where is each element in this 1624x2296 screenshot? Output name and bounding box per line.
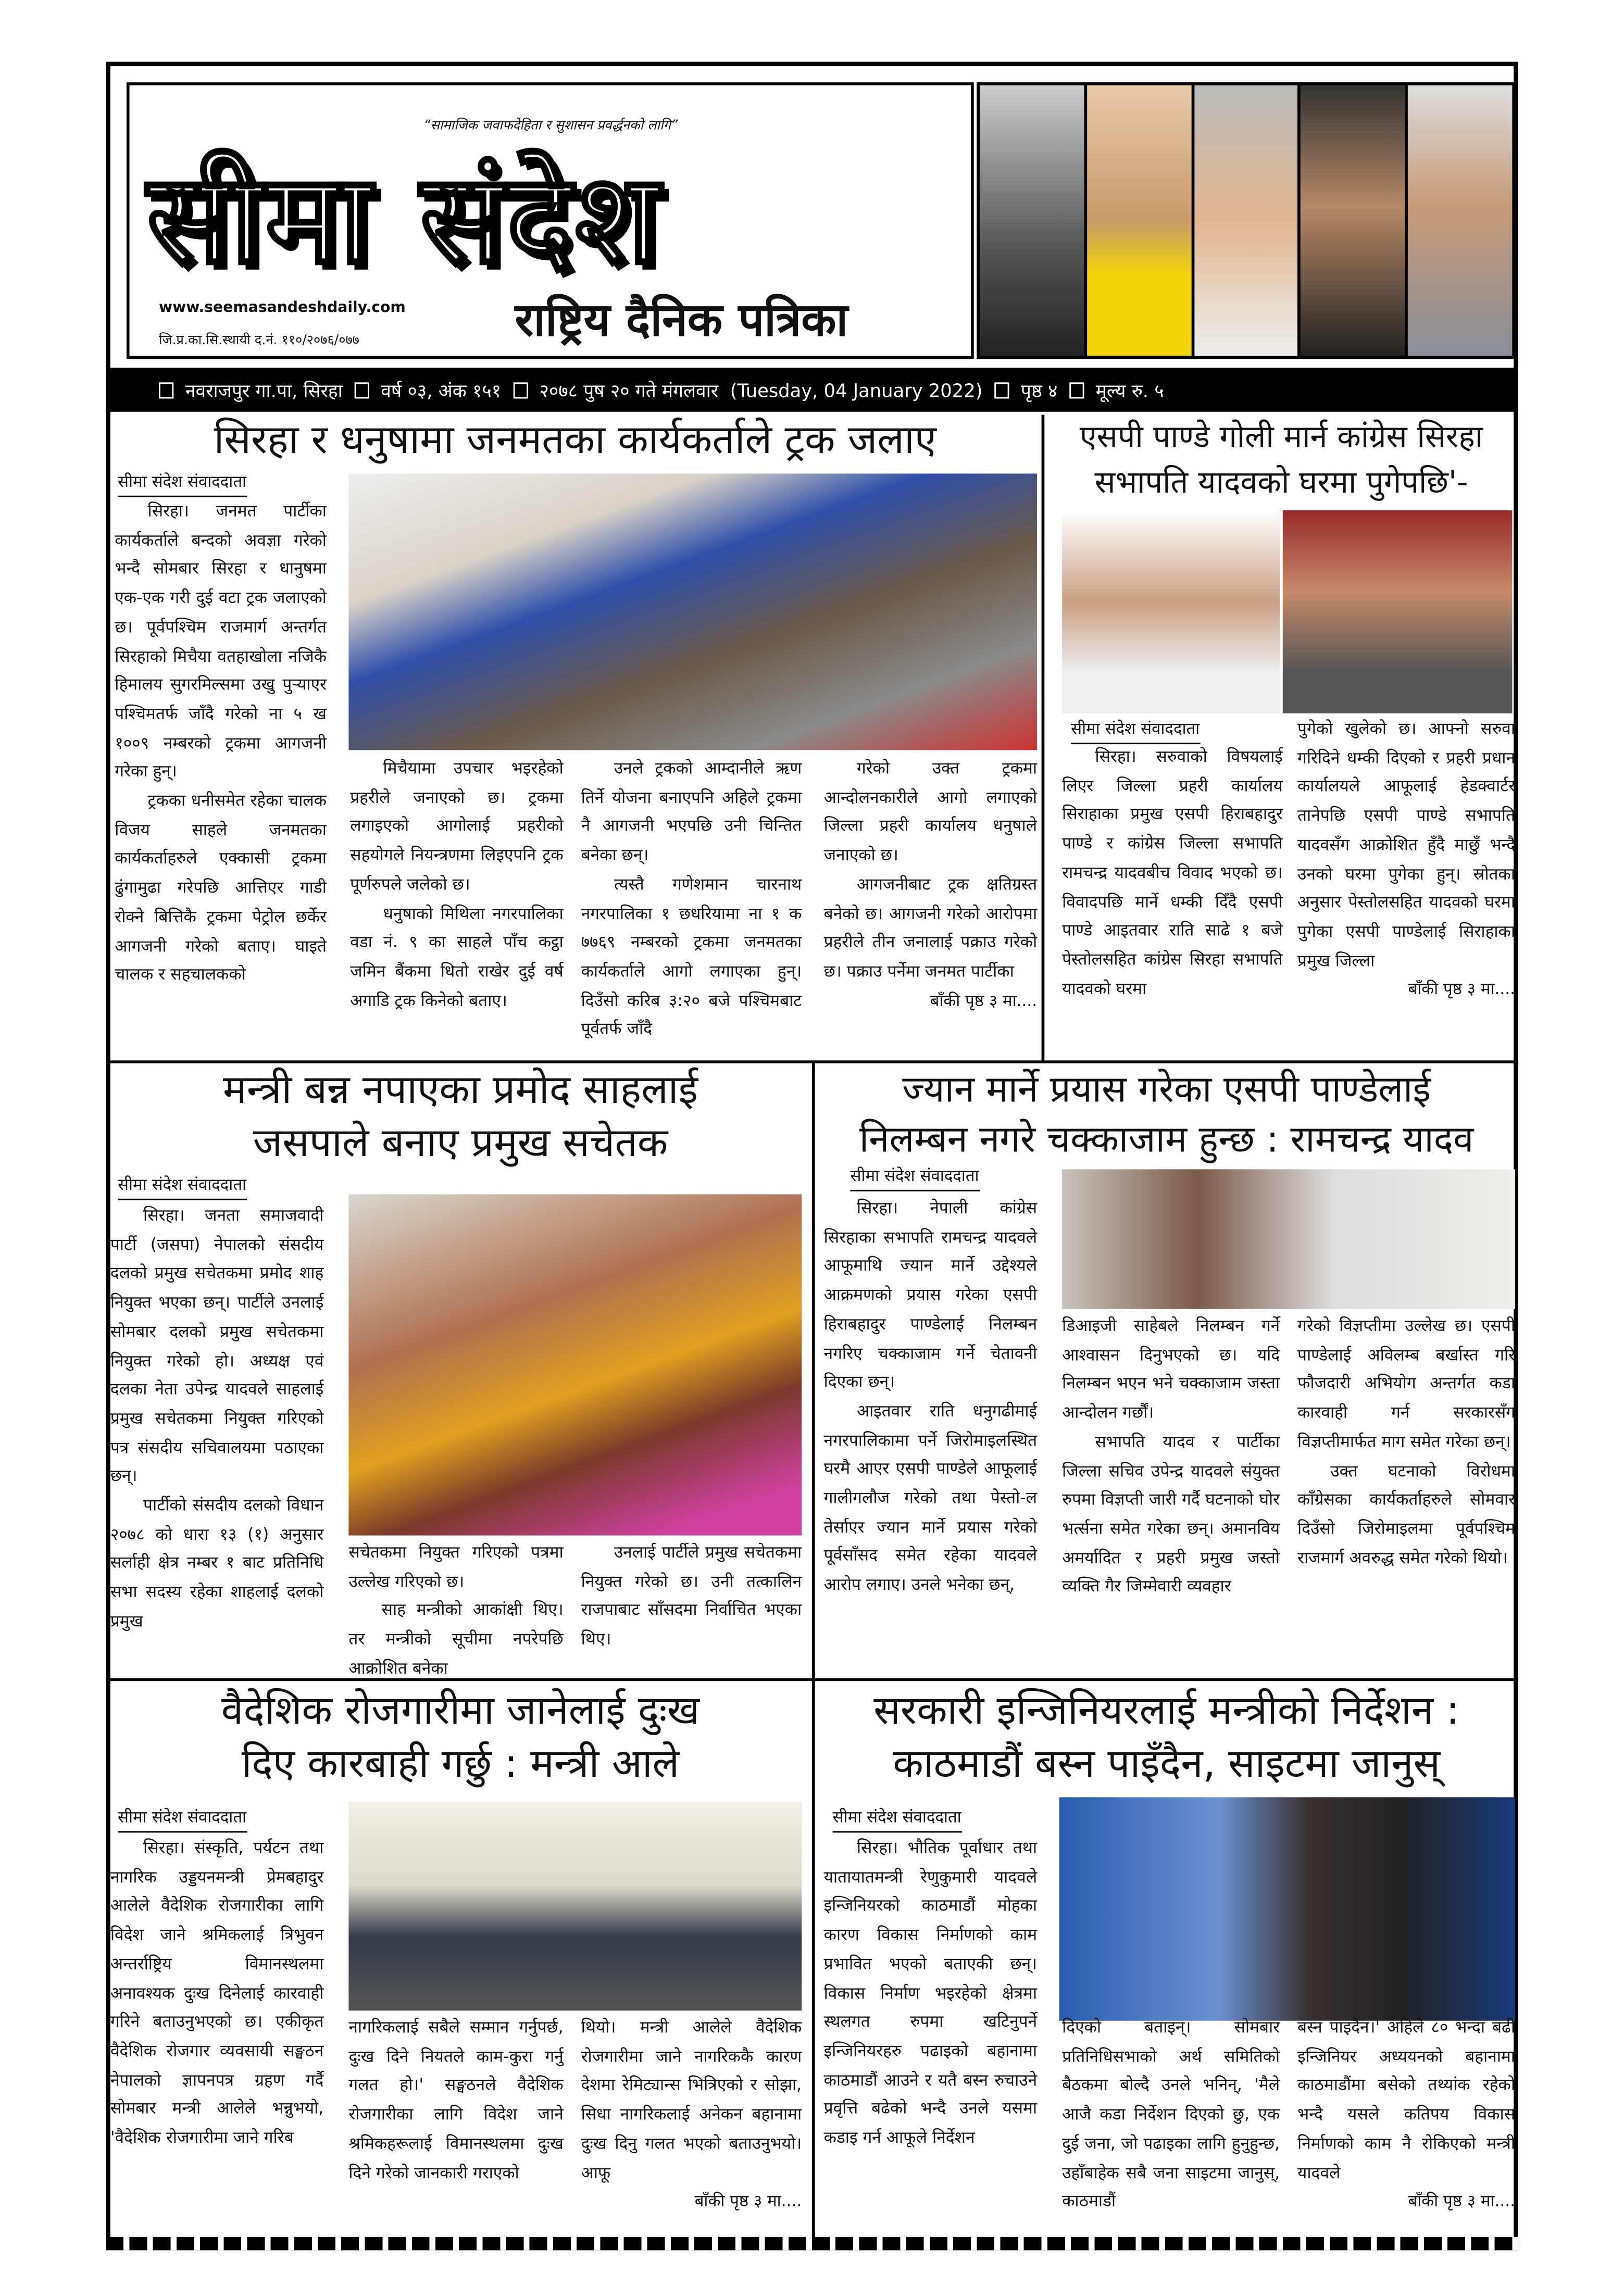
tagline: “सामाजिक जवाफदेहिता र सुशासन प्रवर्द्धनको लागि” [423, 119, 678, 134]
location: नवराजपुर गा.पा, सिरहा [185, 379, 343, 401]
article-column: सिरहा। भौतिक पूर्वाधार तथा यातायातमन्त्री रेणुकुमारी यादवले इन्जिनियरको काठमाडौं मोहका कारण विकास निर्माणको काम प्रभावित भएको बताएकी छन्। विकास निर्माण भइरहेको क्षेत्रमा स्थलगत रुपमा खटिनुपर्ने इन्जिनियरहरु पढाइको बहानामा काठमाडौं आउने र यतै बस्न रुचाउने प्रवृत्ति बढेको भन्दै उनले यसमा कडाइ गर्न आफूले निर्देशन [823, 1838, 1038, 2148]
article-column: डिआइजी साहेबले निलम्बन गर्ने आश्वासन दिनुभएको छ। यदि निलम्बन भएन भने चक्काजाम जस्ता आन्दोलन गर्छौं। सभापति यादव र पार्टीका जिल्ला सचिव उपेन्द्र यादवले संयुक्त रुपमा विज्ञप्ती जारी गर्दै घटनाको घोर भर्त्सना समेत गरेका छन्। अमानविय अमर्यादित र प्रहरी प्रमुख जस्तो व्यक्ति गैर जिम्मेवारी व्यवहार [1062, 1316, 1280, 1597]
celebrity-photo [1408, 85, 1512, 356]
article-column: थियो। मन्त्री आलेले वैदेशिक रोजगारीमा जाने नागरिककै कारण देशमा रेमिट्यान्स भित्रिएको र सोझा, सिधा नागरिकलाई अनेकन बहानामा दुःख दिनु गलत भएको बताउनुभयो। आफू बाँकी पृष्ठ ३ मा.... [581, 2013, 802, 2216]
police-officer-photo [1283, 510, 1513, 713]
price: मूल्य रु. ५ [1095, 379, 1164, 401]
newspaper-subtitle: राष्ट्रिय दैनिक पत्रिका [515, 294, 848, 347]
celebrity-photo [980, 85, 1084, 356]
story-headline[interactable]: सरकारी इन्जिनियरलाई मन्त्रीको निर्देशन : काठमाडौं बस्न पाइँदैन, साइटमा जानुस् [873, 1688, 1460, 1787]
byline: सीमा संदेश संवाददाता [833, 1806, 961, 1833]
article-column: मिचैयामा उपचार भइरहेको प्रहरीले जनाएको छ। ट्रकमा लगाइएको आगोलाई प्रहरीको सहयोगले नियन्त्रणमा लिइएपनि ट्रक पूर्णरुपले जलेको छ। धनुषाको मिथिला नगरपालिका वडा नं. ९ का साहले पाँच कट्ठा जमिन बैंकमा धितो राखेर दुई वर्ष अगाडि ट्रक किनेको बताए। [350, 759, 564, 1010]
continued-link[interactable]: बाँकी पृष्ठ ३ मा.... [1408, 980, 1516, 999]
byline: सीमा संदेश संवाददाता [118, 1806, 246, 1833]
press-photo [1062, 1169, 1515, 1309]
section-divider [106, 1678, 1518, 1680]
masthead-photo-strip [977, 82, 1515, 359]
politician-garland-photo [348, 1194, 802, 1535]
bullet-icon [1069, 382, 1084, 398]
story-headline[interactable]: ज्यान मार्ने प्रयास गरेका एसपी पाण्डेलाई निलम्बन नगरे चक्काजाम हुन्छ : रामचन्द्र यादव [859, 1068, 1474, 1161]
celebrity-photo [1087, 85, 1191, 356]
bullet-icon [994, 382, 1009, 398]
story-headline[interactable]: मन्त्री बन्न नपाएका प्रमोद साहलाई जसपाले बनाए प्रमुख सचेतक [223, 1068, 698, 1166]
story-headline[interactable]: एसपी पाण्डे गोली मार्न कांग्रेस सिरहा सभापति यादवको घरमा पुगेपछि'- [1079, 419, 1483, 500]
date-english: (Tuesday, 04 January 2022) [730, 379, 983, 401]
continued-link[interactable]: बाँकी पृष्ठ ३ मा.... [1408, 2191, 1516, 2211]
article-column: सिरहा। सरुवाको विषयलाई लिएर जिल्ला प्रहरी कार्यालय सिराहाका प्रमुख एसपी हिराबहादुर पाण्डे र कांग्रेस जिल्ला सभापति रामचन्द्र यादवबीच विवाद भएको छ। विवादपछि मार्ने धम्की दिँदै एसपी पाण्डे आइतवार राति साढे १ बजे पेस्तोलसहित कांग्रेस सिरहा सभापति यादवको घरमा [1062, 747, 1283, 998]
date-nepali: २०७८ पुष २० गते मंगलवार [539, 379, 719, 401]
registration-number: जि.प्र.का.सि.स्थायी द.नं. ११०/२०७६/०७७ [159, 334, 359, 349]
article-column: सिरहा। जनमत पार्टीका कार्यकर्ताले बन्दको अवज्ञा गरेको भन्दै सोमबार सिरहा र धानुषमा एक-एक गरी दुई वटा ट्रक जलाएको छ। पूर्वपश्चिम राजमार्ग अन्तर्गत सिरहाको मिचैया वतहाखोला नजिकै हिमालय सुगरमिल्समा उखु पुऱ्याएर पश्चिमतर्फ जाँदै गरेको ना ५ ख १००९ नम्बरको ट्रकमा आगजनी गरेका हुन्। ट्रकका धनीसमेत रहेका चालक विजय साहले जनमतका कार्यकर्ताहरुले एक्कासी ट्रकमा ढुंगामुढा गरेपछि आत्तिएर गाडी रोक्ने बित्तिकै ट्रकमा पेट्रोल छर्केर आगजनी गरेको बताए। घाइते चालक र सहचालकको [115, 501, 327, 985]
website-link[interactable]: www.seemasandeshdaily.com [159, 300, 406, 317]
article-column: बस्न पाइदैन।' अहिले ८० भन्दा बढी इन्जिनियर अध्ययनको बहानामा काठमाडौंमा बसेको तथ्यांक रहेको भन्दै यसले कतिपय विकास निर्माणको काम नै रोकिएको मन्त्री यादवले बाँकी पृष्ठ ३ मा.... [1297, 2013, 1515, 2216]
article-column: सिरहा। जनता समाजवादी पार्टी (जसपा) नेपालको संसदीय दलको प्रमुख सचेतकमा प्रमोद शाह नियुक्त भएका छन्। पार्टीले उनलाई सोमबार दलको प्रमुख सचेतकमा नियुक्त गरेको हो। अध्यक्ष एवं दलका नेता उपेन्द्र यादवले साहलाई प्रमुख सचेतकमा नियुक्त गरिएको पत्र संसदीय सचिवालयमा पठाएका छन्। पार्टीको संसदीय दलको विधान २०७८ को धारा १३ (१) अनुसार सर्लाही क्षेत्र नम्बर १ बाट प्रतिनिधि सभा सदस्य रहेका शाहलाई दलको प्रमुख [110, 1206, 324, 1631]
story-headline[interactable]: वैदेशिक रोजगारीमा जानेलाई दुःख दिए कारबाही गर्छु : मन्त्री आले [221, 1688, 700, 1787]
column-divider [1042, 415, 1044, 1062]
continued-link[interactable]: बाँकी पृष्ठ ३ मा.... [694, 2191, 802, 2211]
celebrity-photo [1301, 85, 1405, 356]
volume-issue: वर्ष ०३, अंक १५१ [381, 379, 502, 401]
article-column: उनलाई पार्टीले प्रमुख सचेतकमा नियुक्त गरेको छ। उनी तत्कालिन राजपाबाट साँसदमा निर्वाचित भएका थिए। [581, 1542, 802, 1649]
newspaper-title: सीमा संदेश [147, 145, 663, 292]
bullet-icon [513, 382, 528, 398]
article-column: सिरहा। संस्कृति, पर्यटन तथा नागरिक उड्डयनमन्त्री प्रेमबहादुर आलेले वैदेशिक रोजगारीका लागि विदेश जाने श्रमिकलाई त्रिभुवन अन्तर्राष्ट्रिय विमानस्थलमा अनावश्यक दुःख दिनेलाई कारवाही गरिने बताउनुभएको छ। एकीकृत वैदेशिक रोजगार व्यवसायी सङ्घठन नेपालको ज्ञापनपत्र ग्रहण गर्दै सोमबार मन्त्री आलेले भन्नुभयो, 'वैदेशिक रोजगारीमा जाने गरिब [110, 1838, 324, 2148]
politician-photo [1062, 510, 1280, 713]
bullet-icon [159, 382, 173, 398]
article-column: नागरिकलाई सबैले सम्मान गर्नुपर्छ, दुःख दिने नियतले काम-कुरा गर्नु गलत हो।' सङ्घठनले वैदेशिक रोजगारीका लागि विदेश जाने श्रमिकहरूलाई विमानस्थलमा दुःख दिने गरेको जानकारी गराएको [348, 2017, 564, 2182]
article-column: गरेको विज्ञप्तीमा उल्लेख छ। एसपी पाण्डेलाई अविलम्ब बर्खास्त गरि फौजदारी अभियोग अन्तर्गत कडा कारवाही गर्न सरकारसँग विज्ञप्तीमार्फत माग समेत गरेका छन्। उक्त घटनाको विरोधमा काँग्रेसका कार्यकर्ताहरुले सोमवार दिउँसो जिरोमाइलमा पूर्वपश्चिम राजमार्ग अवरुद्ध समेत गरेको थियो। [1297, 1316, 1516, 1567]
article-column: दिएको बताइन्। सोमबार प्रतिनिधिसभाको अर्थ समितिको बैठकमा बोल्दै उनले भनिन्, 'मैले आजै कडा निर्देशन दिएको छु, एक दुई जना, जो पढाइका लागि हुनुहुन्छ, उहाँबाहेक सबै जना साइटमा जानुस्, काठमाडौं [1062, 2017, 1280, 2211]
byline: सीमा संदेश संवाददाता [850, 1165, 979, 1191]
bullet-icon [354, 382, 369, 398]
minister-meeting-photo [348, 1802, 802, 2011]
minister-tv-photo [1059, 1797, 1515, 2021]
column-divider [812, 1062, 814, 2238]
burnt-truck-photo [348, 473, 1037, 750]
article-column: गरेको उक्त ट्रकमा आन्दोलनकारीले आगो लगाएको जिल्ला प्रहरी कार्यालय धनुषाले जनाएको छ। आगजनीबाट ट्रक क्षतिग्रस्त बनेको छ। आगजनी गरेको आरोपमा प्रहरीले तीन जनालाई पक्राउ गरेको छ। पक्राउ पर्नेमा जनमत पार्टीका बाँकी पृष्ठ ३ मा.... [824, 755, 1038, 1015]
date-bar [106, 368, 1518, 412]
bottom-border [106, 2237, 1518, 2250]
byline: सीमा संदेश संवाददाता [118, 471, 246, 497]
byline: सीमा संदेश संवाददाता [1071, 718, 1200, 744]
masthead [127, 82, 974, 359]
page-count: पृष्ठ ४ [1020, 379, 1058, 401]
article-column: पुगेको खुलेको छ। आफ्नो सरुवा गरिदिने धम्की दिएको र प्रहरी प्रधान कार्यालयले आफूलाई हेडक्वार्टर तानेपछि एसपी पाण्डे सभापति यादवसँग आक्रोशित हुँदै माछुँ भन्दै उनको घरमा पुगेका हुन्। स्रोतका अनुसार पेस्तोलसहित यादवको घरमा पुगेका एसपी पाण्डेलाई सिराहाका प्रमुख जिल्ला बाँकी पृष्ठ ३ मा.... [1297, 715, 1515, 1005]
celebrity-photo [1194, 85, 1298, 356]
article-column: उनले ट्रकको आम्दानीले ऋण तिर्ने योजना बनाएपनि अहिले ट्रकमा नै आगजनी भएपछि उनी चिन्तित बनेका छन्। त्यस्तै गणेशमान चारनाथ नगरपालिका १ छधरियामा ना १ क ७७६९ नम्बरको ट्रकमा जनमतका कार्यकर्ताले आगो लगाएका हुन्। दिउँसो करिब ३:२० बजे पश्चिमबाट पूर्वतर्फ जाँदै [581, 759, 802, 1039]
article-column: सिरहा। नेपाली कांग्रेस सिरहाका सभापति रामचन्द्र यादवले आफूमाथि ज्यान मार्ने उद्देश्यले आक्रमणको प्रयास गरेका एसपी हिराबहादुर पाण्डेलाई निलम्बन नगरिए चक्काजाम गर्ने चेतावनी दिएका छन्। आइतवार राति धनुगढीमाई नगरपालिकामा पर्ने जिरोमाइलस्थित घरमै आएर एसपी पाण्डेले आफूलाई गालीगलौज गरेको तथा पेस्तो-ल तेर्साएर ज्यान मार्ने प्रयास गरेको पूर्वसाँसद समेत रहेका यादवले आरोप लगाए। उनले भनेका छन्, [823, 1198, 1038, 1595]
continued-link[interactable]: बाँकी पृष्ठ ३ मा.... [930, 990, 1038, 1010]
story-headline[interactable]: सिरहा र धनुषामा जनमतका कार्यकर्ताले ट्रक जलाए [214, 418, 936, 463]
article-column: सचेतकमा नियुक्त गरिएको पत्रमा उल्लेख गरिएको छ। साह मन्त्रीको आकांक्षी थिए। तर मन्त्रीको सूचीमा नपरेपछि आक्रोशित बनेका [348, 1542, 564, 1678]
byline: सीमा संदेश संवाददाता [118, 1174, 246, 1200]
